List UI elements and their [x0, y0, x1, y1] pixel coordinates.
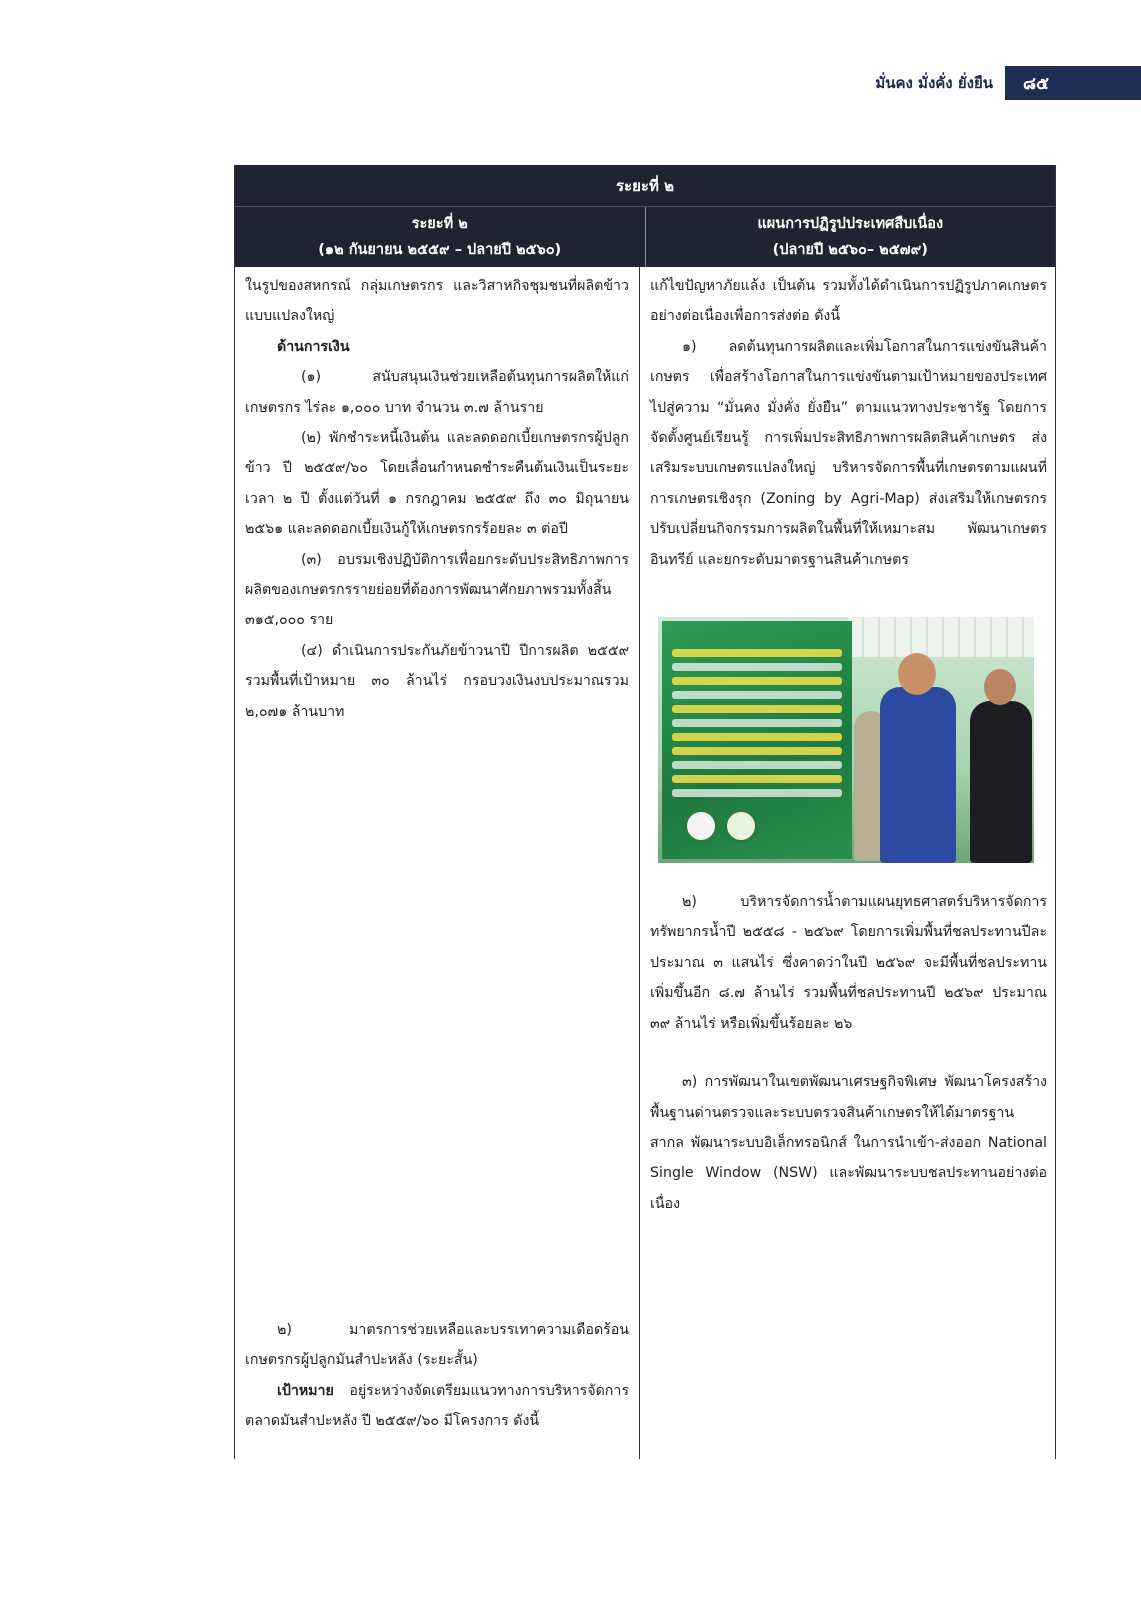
- target-paragraph: [245, 1376, 629, 1437]
- agri-map-photo: [658, 617, 1034, 863]
- page-number: ๘๕: [1005, 66, 1141, 100]
- department-seal-icon: [724, 809, 758, 843]
- right-header-line2: (ปลายปี ๒๕๖๐– ๒๕๗๙): [772, 242, 928, 258]
- person-head: [898, 653, 936, 695]
- right-column: [640, 267, 1055, 1459]
- target-label: เป้าหมาย: [277, 1382, 334, 1399]
- right-paragraph-1: แก้ไขปัญหาภัยแล้ง เป็นต้น รวมทั้งได้ดำเนินการปฏิรูปภาคเกษตรอย่างต่อเนื่องเพื่อการส่งต่อ ดังนี้: [650, 278, 1047, 325]
- right-header-line1: แผนการปฏิรูปประเทศสืบเนื่อง: [757, 216, 944, 232]
- left-item-3: (๓) อบรมเชิงปฏิบัติการเพื่อยกระดับประสิทธิภาพการผลิตของเกษตรกรรายย่อยที่ต้องการพัฒนาศักยภาพรวมทั้งสิ้น ๓๑๕,๐๐๐ ราย: [245, 551, 629, 629]
- right-item-3: ๓) การพัฒนาในเขตพัฒนาเศรษฐกิจพิเศษ พัฒนาโครงสร้างพื้นฐานด่านตรวจและระบบตรวจสินค้าเกษตรให้ได้มาตรฐานสากล พัฒนาระบบอิเล็กทรอนิกส์ ในการนำเข้า-ส่งออก National Single Window (NSW) และพัฒนาระบบชลประทานอย่างต่อเนื่อง: [650, 1074, 1047, 1212]
- table-body: [235, 267, 1055, 1459]
- agri-map-poster: [662, 621, 852, 859]
- left-header-line2: (๑๒ กันยายน ๒๕๕๙ – ปลายปี ๒๕๖๐): [318, 242, 562, 258]
- left-item-4: (๔) ดำเนินการประกันภัยข้าวนาปี ปีการผลิต ๒๕๕๙ รวมพื้นที่เป้าหมาย ๓๐ ล้านไร่ กรอบวงเงินงบประมาณรวม ๒,๐๗๑ ล้านบาท: [245, 642, 629, 720]
- right-item-1: ๑) ลดต้นทุนการผลิตและเพิ่มโอกาสในการแข่งขันสินค้าเกษตร เพื่อสร้างโอกาสในการแข่งขันตามเป้าหมายของประเทศไปสู่ความ “มั่นคง มั่งคั่ง ยั่งยืน” ตามแนวทางประชารัฐ โดยการจัดตั้งศูนย์เรียนรู้ การเพิ่มประสิทธิภาพการผลิตสินค้าเกษตร ส่งเสริมระบบเกษตรแปลงใหญ่ บริหารจัดการพื้นที่เกษตรตามแผนที่การเกษตรเชิงรุก (Zoning by Agri-Map) ส่งเสริมให้เกษตรกรปรับเปลี่ยนกิจกรรมการผลิตในพื้นที่ให้เหมาะสม พัฒนาเกษตรอินทรีย์ และยกระดับมาตรฐานสินค้าเกษตร: [650, 338, 1047, 568]
- person-head: [984, 669, 1016, 705]
- poster-text-lines: [672, 643, 842, 803]
- left-column: [235, 267, 640, 1459]
- target-text: อยู่ระหว่างจัดเตรียมแนวทางการบริหารจัดการตลาดมันสำปะหลัง ปี ๒๕๕๙/๖๐ มีโครงการ ดังนี้: [245, 1382, 629, 1430]
- measure-2: ๒) มาตรการช่วยเหลือและบรรเทาความเดือดร้อนเกษตรกรผู้ปลูกมันสำปะหลัง (ระยะสั้น): [245, 1322, 629, 1369]
- right-item-2: ๒) บริหารจัดการน้ำตามแผนยุทธศาสตร์บริหารจัดการทรัพยากรน้ำปี ๒๕๕๘ - ๒๕๖๙ โดยการเพิ่มพื้นที่ชลประทานปีละประมาณ ๓ แสนไร่ ซึ่งคาดว่าในปี ๒๕๖๙ จะมีพื้นที่ชลประทานเพิ่มขึ้นอีก ๘.๗ ล้านไร่ รวมพื้นที่ชลประทานปี ๒๕๖๙ ประมาณ ๓๙ ล้านไร่ หรือเพิ่มขึ้นร้อยละ ๒๖: [650, 894, 1047, 1032]
- left-item-1: (๑) สนับสนุนเงินช่วยเหลือต้นทุนการผลิตให้แก่เกษตรกร ไร่ละ ๑,๐๐๐ บาท จำนวน ๓.๗ ล้านราย: [245, 369, 629, 416]
- greenhouse-roof: [848, 617, 1034, 657]
- ministry-seal-icon: [684, 809, 718, 843]
- person-figure: [970, 701, 1032, 863]
- person-figure: [880, 687, 956, 863]
- left-column-header: [235, 207, 645, 267]
- left-paragraph-1: ในรูปของสหกรณ์ กลุ่มเกษตรกร และวิสาหกิจชุมชนที่ผลิตข้าวแบบแปลงใหญ่: [245, 278, 629, 325]
- finance-heading: ด้านการเงิน: [277, 338, 350, 355]
- table-column-headers: [235, 207, 1055, 267]
- left-item-2: (๒) พักชำระหนี้เงินต้น และลดดอกเบี้ยเกษตรกรผู้ปลูกข้าว ปี ๒๕๕๙/๖๐ โดยเลื่อนกำหนดชำระคืนต้นเงินเป็นระยะเวลา ๒ ปี ตั้งแต่วันที่ ๑ กรกฎาคม ๒๕๕๙ ถึง ๓๐ มิถุนายน ๒๕๖๑ และลดดอกเบี้ยเงินกู้ให้เกษตรกรร้อยละ ๓ ต่อปี: [245, 430, 629, 538]
- table-title: ระยะที่ ๒: [235, 165, 1055, 207]
- content-table: [234, 165, 1056, 1459]
- right-column-header: [645, 207, 1056, 267]
- left-header-line1: ระยะที่ ๒: [411, 216, 468, 232]
- page-header: [875, 66, 1141, 100]
- left-bottom-section: [245, 1315, 629, 1437]
- header-slogan: มั่นคง มั่งคั่ง ยั่งยืน: [875, 74, 993, 92]
